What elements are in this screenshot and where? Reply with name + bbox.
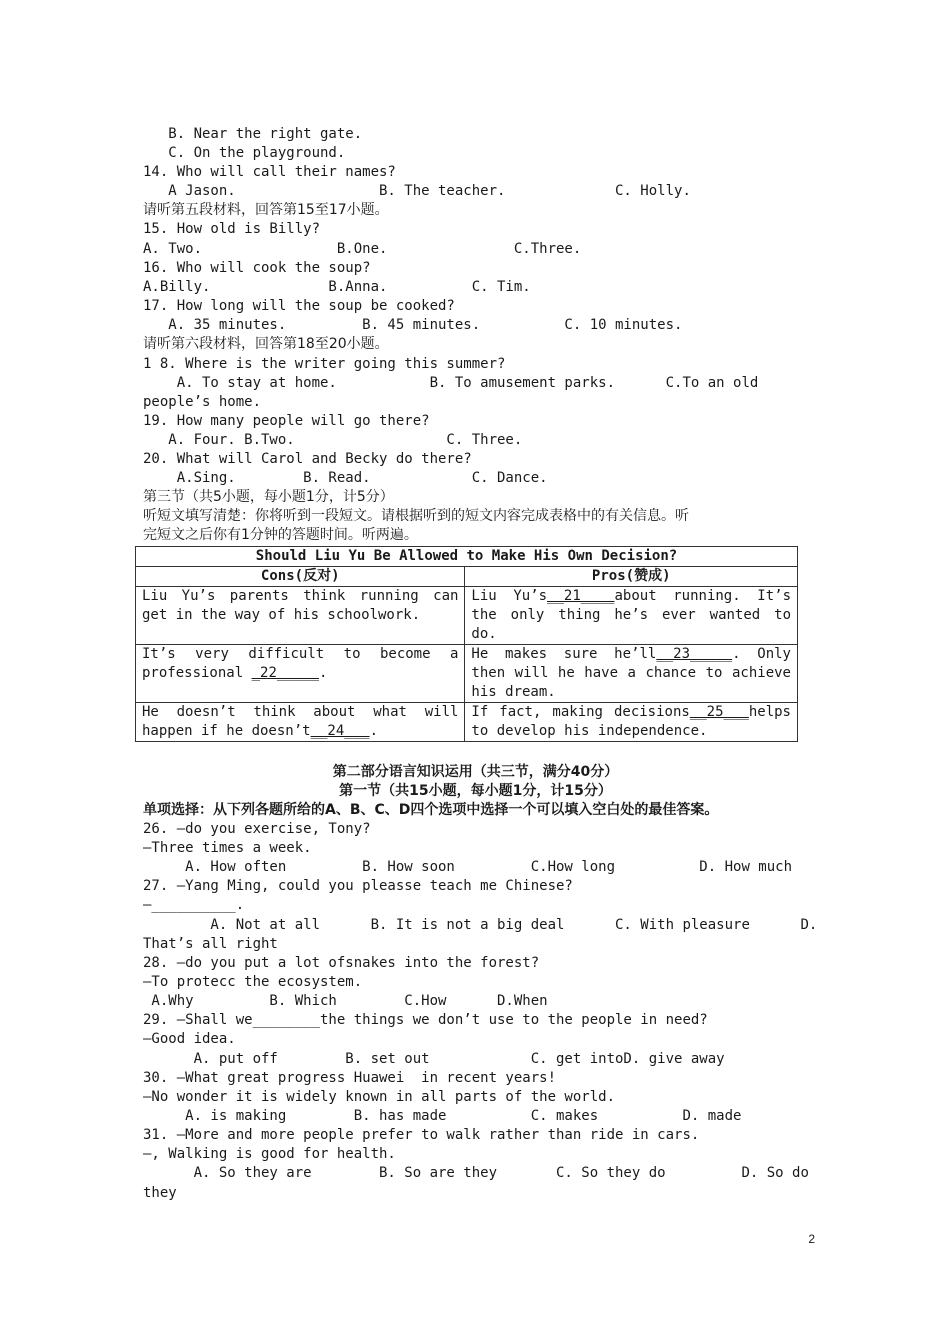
text-line: That’s all right: [143, 936, 278, 952]
text-line: —To protecc the ecosystem.: [143, 974, 363, 990]
answer-blank-23[interactable]: __23_____: [656, 646, 733, 662]
text-line: 请听第六段材料，回答第18至20小题。: [143, 336, 389, 352]
text-line: A. To stay at home. B. To amusement parks. C.To an old: [143, 375, 759, 391]
table-row: [136, 587, 798, 645]
text-line: A. So they are B. So are they C. So they do D. So do: [143, 1165, 809, 1181]
text-line: A. Four. B.Two. C. Three.: [143, 432, 523, 448]
text-line: A. How often B. How soon C.How long D. How much: [143, 859, 793, 875]
answer-blank-21[interactable]: __21____: [547, 588, 615, 604]
text-line: 28. —do you put a lot ofsnakes into the forest?: [143, 955, 540, 971]
table-row: [136, 645, 798, 703]
answer-blank-24[interactable]: __24___: [310, 723, 370, 739]
text-line: 16. Who will cook the soup?: [143, 260, 371, 276]
cons-text: It’s very difficult to become a professional: [142, 646, 459, 681]
cons-cell: [136, 587, 465, 645]
part-heading: 第二部分语言知识运用（共三节，满分40分）: [332, 764, 619, 780]
text-line: people’s home.: [143, 394, 262, 410]
text-line: 30. —What great progress Huawei in recent years!: [143, 1070, 557, 1086]
cons-text: .: [369, 723, 379, 739]
text-line: A.Why B. Which C.How D.When: [143, 993, 548, 1009]
pros-cell: [465, 587, 798, 645]
instruction: 单项选择：从下列各题所给的A、B、C、D四个选项中选择一个可以填入空白处的最佳答案。: [143, 802, 719, 818]
text-line: —, Walking is good for health.: [143, 1146, 396, 1162]
text-line: they: [143, 1185, 177, 1201]
pros-cell: [465, 645, 798, 703]
text-line: A. put off B. set out C. get intoD. give away: [143, 1051, 725, 1067]
pros-text: . Only then will he have a chance to achieve his dream.: [471, 646, 791, 700]
pros-text: helps to develop his independence.: [471, 704, 791, 739]
text-line: A.Billy. B.Anna. C. Tim.: [143, 279, 531, 295]
pros-text: He makes sure he’ll: [471, 646, 657, 662]
answer-blank-25[interactable]: __25___: [689, 704, 749, 720]
cons-text: Liu Yu’s parents think running can get in the way of his schoolwork.: [142, 588, 459, 623]
text-line: C. On the playground.: [143, 145, 346, 161]
pros-text: about running. It’s the only thing he’s ever wanted to do.: [471, 588, 791, 642]
answer-blank-22[interactable]: _22_____: [251, 665, 320, 681]
text-line: A. Not at all B. It is not a big deal C. With pleasure D.: [143, 917, 818, 933]
text-line: 27. —Yang Ming, could you pleasse teach me Chinese?: [143, 878, 573, 894]
text-line: A. is making B. has made C. makes D. made: [143, 1108, 742, 1124]
text-line: 1 8. Where is the writer going this summer?: [143, 356, 506, 372]
text-line: 14. Who will call their names?: [143, 164, 396, 180]
text-line: —Good idea.: [143, 1031, 236, 1047]
pros-text: If fact, making decisions: [471, 704, 690, 720]
cons-text: .: [319, 665, 328, 681]
section-heading: 第一节（共15小题，每小题1分，计15分）: [339, 783, 612, 799]
pros-header: Pros(赞成): [465, 567, 798, 587]
text-line: 请听第五段材料，回答第15至17小题。: [143, 202, 389, 218]
decision-table: [135, 546, 798, 742]
pros-text: Liu Yu’s: [471, 588, 548, 604]
text-line: 听短文填写清楚：你将听到一段短文。请根据听到的短文内容完成表格中的有关信息。听: [143, 508, 689, 524]
text-line: 17. How long will the soup be cooked?: [143, 298, 455, 314]
cons-header: Cons(反对): [136, 567, 465, 587]
text-line: A Jason. B. The teacher. C. Holly.: [143, 183, 691, 199]
text-line: A. Two. B.One. C.Three.: [143, 241, 582, 257]
table-row: [136, 703, 798, 742]
text-line: 20. What will Carol and Becky do there?: [143, 451, 472, 467]
table-title: Should Liu Yu Be Allowed to Make His Own Decision?: [136, 547, 798, 567]
text-line: —No wonder it is widely known in all parts of the world.: [143, 1089, 616, 1105]
page-number: 2: [808, 1232, 815, 1246]
pros-cell: [465, 703, 798, 742]
cons-cell: [136, 703, 465, 742]
text-line: 29. —Shall we________the things we don’t use to the people in need?: [143, 1012, 708, 1028]
text-line: 31. —More and more people prefer to walk rather than ride in cars.: [143, 1127, 700, 1143]
text-line: 19. How many people will go there?: [143, 413, 430, 429]
text-line: —Three times a week.: [143, 840, 312, 856]
text-line: 完短文之后你有1分钟的答题时间。听两遍。: [143, 527, 418, 543]
text-line: B. Near the right gate.: [143, 126, 363, 142]
cons-cell: [136, 645, 465, 703]
text-line: 26. —do you exercise, Tony?: [143, 821, 371, 837]
text-line: A. 35 minutes. B. 45 minutes. C. 10 minutes.: [143, 317, 683, 333]
text-line: A.Sing. B. Read. C. Dance.: [143, 470, 548, 486]
section-heading: 第三节（共5小题，每小题1分，计5分）: [143, 489, 394, 505]
cons-text: He doesn’t think about what will happen if he doesn’t: [142, 704, 459, 739]
text-line: 15. How old is Billy?: [143, 221, 321, 237]
text-line: —__________.: [143, 897, 245, 913]
